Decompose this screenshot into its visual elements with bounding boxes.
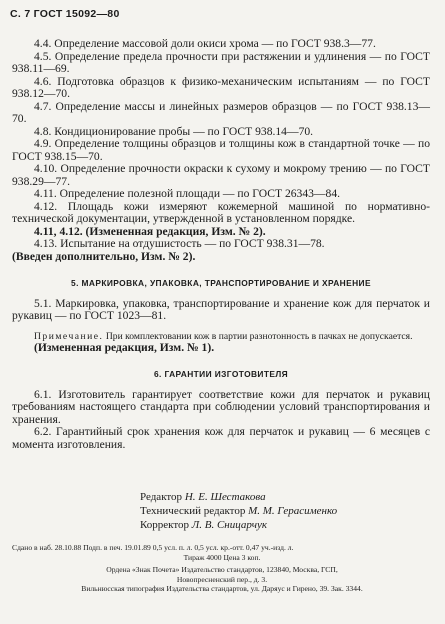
- imprint: [12, 543, 432, 594]
- note-label: Примечание.: [34, 330, 104, 342]
- tech-editor-line: [140, 504, 337, 518]
- editor-line: [140, 490, 337, 504]
- page-header: С. 7 ГОСТ 15092—80: [10, 8, 120, 20]
- amendment-section-5: (Измененная редакция, Изм. № 1).: [34, 340, 215, 354]
- imprint-line-4: Новопресненский пер., д. 3.: [176, 574, 268, 584]
- editor-name: Н. Е. Шестакова: [184, 491, 266, 503]
- paragraph-4-12: 4.12. Площадь кожи измеряют кожемерной машиной по нормативно-технической документации, утвержденной в установленном порядке.: [12, 199, 430, 225]
- imprint-line-5: Вильнюсская типография Издательства стандартов, ул. Даряус и Гирено, 39. Зак. 3344.: [81, 584, 363, 593]
- amendment-4-11-4-12: 4.11, 4.12. (Измененная редакция, Изм. № 2).: [34, 224, 266, 238]
- corrector-line: [140, 518, 337, 532]
- tech-editor-name: М. М. Герасименко: [248, 505, 338, 517]
- document-body: [12, 38, 430, 451]
- paragraph-4-7: 4.7. Определение массы и линейных размеров образцов — по ГОСТ 938.13—70.: [12, 99, 430, 125]
- paragraph-6-2: 6.2. Гарантийный срок хранения кож для перчаток и рукавиц — 6 месяцев с момента изготовления.: [12, 425, 430, 451]
- editorial-credits: [140, 490, 337, 532]
- imprint-line-2: Тираж 4000 Цена 3 коп.: [183, 552, 261, 562]
- tech-editor-role: Технический редактор: [140, 505, 249, 517]
- imprint-line-3: Ордена «Знак Почета» Издательство стандартов, 123840, Москва, ГСП,: [106, 565, 338, 574]
- paragraph-4-4: 4.4. Определение массовой доли окиси хрома — по ГОСТ 938.3—77.: [34, 37, 376, 50]
- imprint-line-1: Сдано в наб. 28.10.88 Подп. в печ. 19.01.89 0,5 усл. п. л. 0,5 усл. кр.-отт. 0,47 уч.-изд. л.: [12, 543, 294, 552]
- corrector-role: Корректор: [140, 519, 192, 531]
- paragraph-4-10: 4.10. Определение прочности окраски к сухому и мокрому трению — по ГОСТ 938.29—77.: [12, 162, 430, 188]
- note-paragraph: [12, 331, 430, 342]
- paragraph-4-9: 4.9. Определение толщины образцов и толщины кож в стандартной точке — по ГОСТ 938.15—70.: [12, 137, 430, 163]
- paragraph-4-11: 4.11. Определение полезной площади — по ГОСТ 26343—84.: [34, 187, 341, 200]
- editor-role: Редактор: [140, 491, 185, 503]
- paragraph-4-8: 4.8. Кондиционирование пробы — по ГОСТ 938.14—70.: [34, 124, 314, 138]
- paragraph-4-6: 4.6. Подготовка образцов к физико-механическим испытаниям — по ГОСТ 938.12—70.: [12, 74, 430, 100]
- paragraph-4-13: 4.13. Испытание на отдушистость — по ГОСТ 938.31—78.: [34, 237, 325, 250]
- section-5-title: 5. МАРКИРОВКА, УПАКОВКА, ТРАНСПОРТИРОВАНИЕ И ХРАНЕНИЕ: [71, 278, 371, 288]
- note-text: При комплектовании кож в партии разнотонность в пачках не допускается.: [103, 330, 413, 342]
- paragraph-4-5: 4.5. Определение предела прочности при растяжении и удлинения — по ГОСТ 938.11—69.: [12, 49, 430, 75]
- paragraph-6-1: 6.1. Изготовитель гарантирует соответствие кожи для перчаток и рукавиц требованиям настоящего стандарта при соблюдении условий транспортирования и хранения.: [12, 387, 430, 426]
- section-6-title: 6. ГАРАНТИИ ИЗГОТОВИТЕЛЯ: [153, 369, 289, 379]
- corrector-name: Л. В. Сницарчук: [191, 519, 268, 531]
- paragraph-5-1: 5.1. Маркировка, упаковка, транспортирование и хранение кож для перчаток и рукавиц — по ГОСТ 1023—81.: [12, 296, 430, 322]
- addition-note-4-13: (Введен дополнительно, Изм. № 2).: [12, 249, 196, 263]
